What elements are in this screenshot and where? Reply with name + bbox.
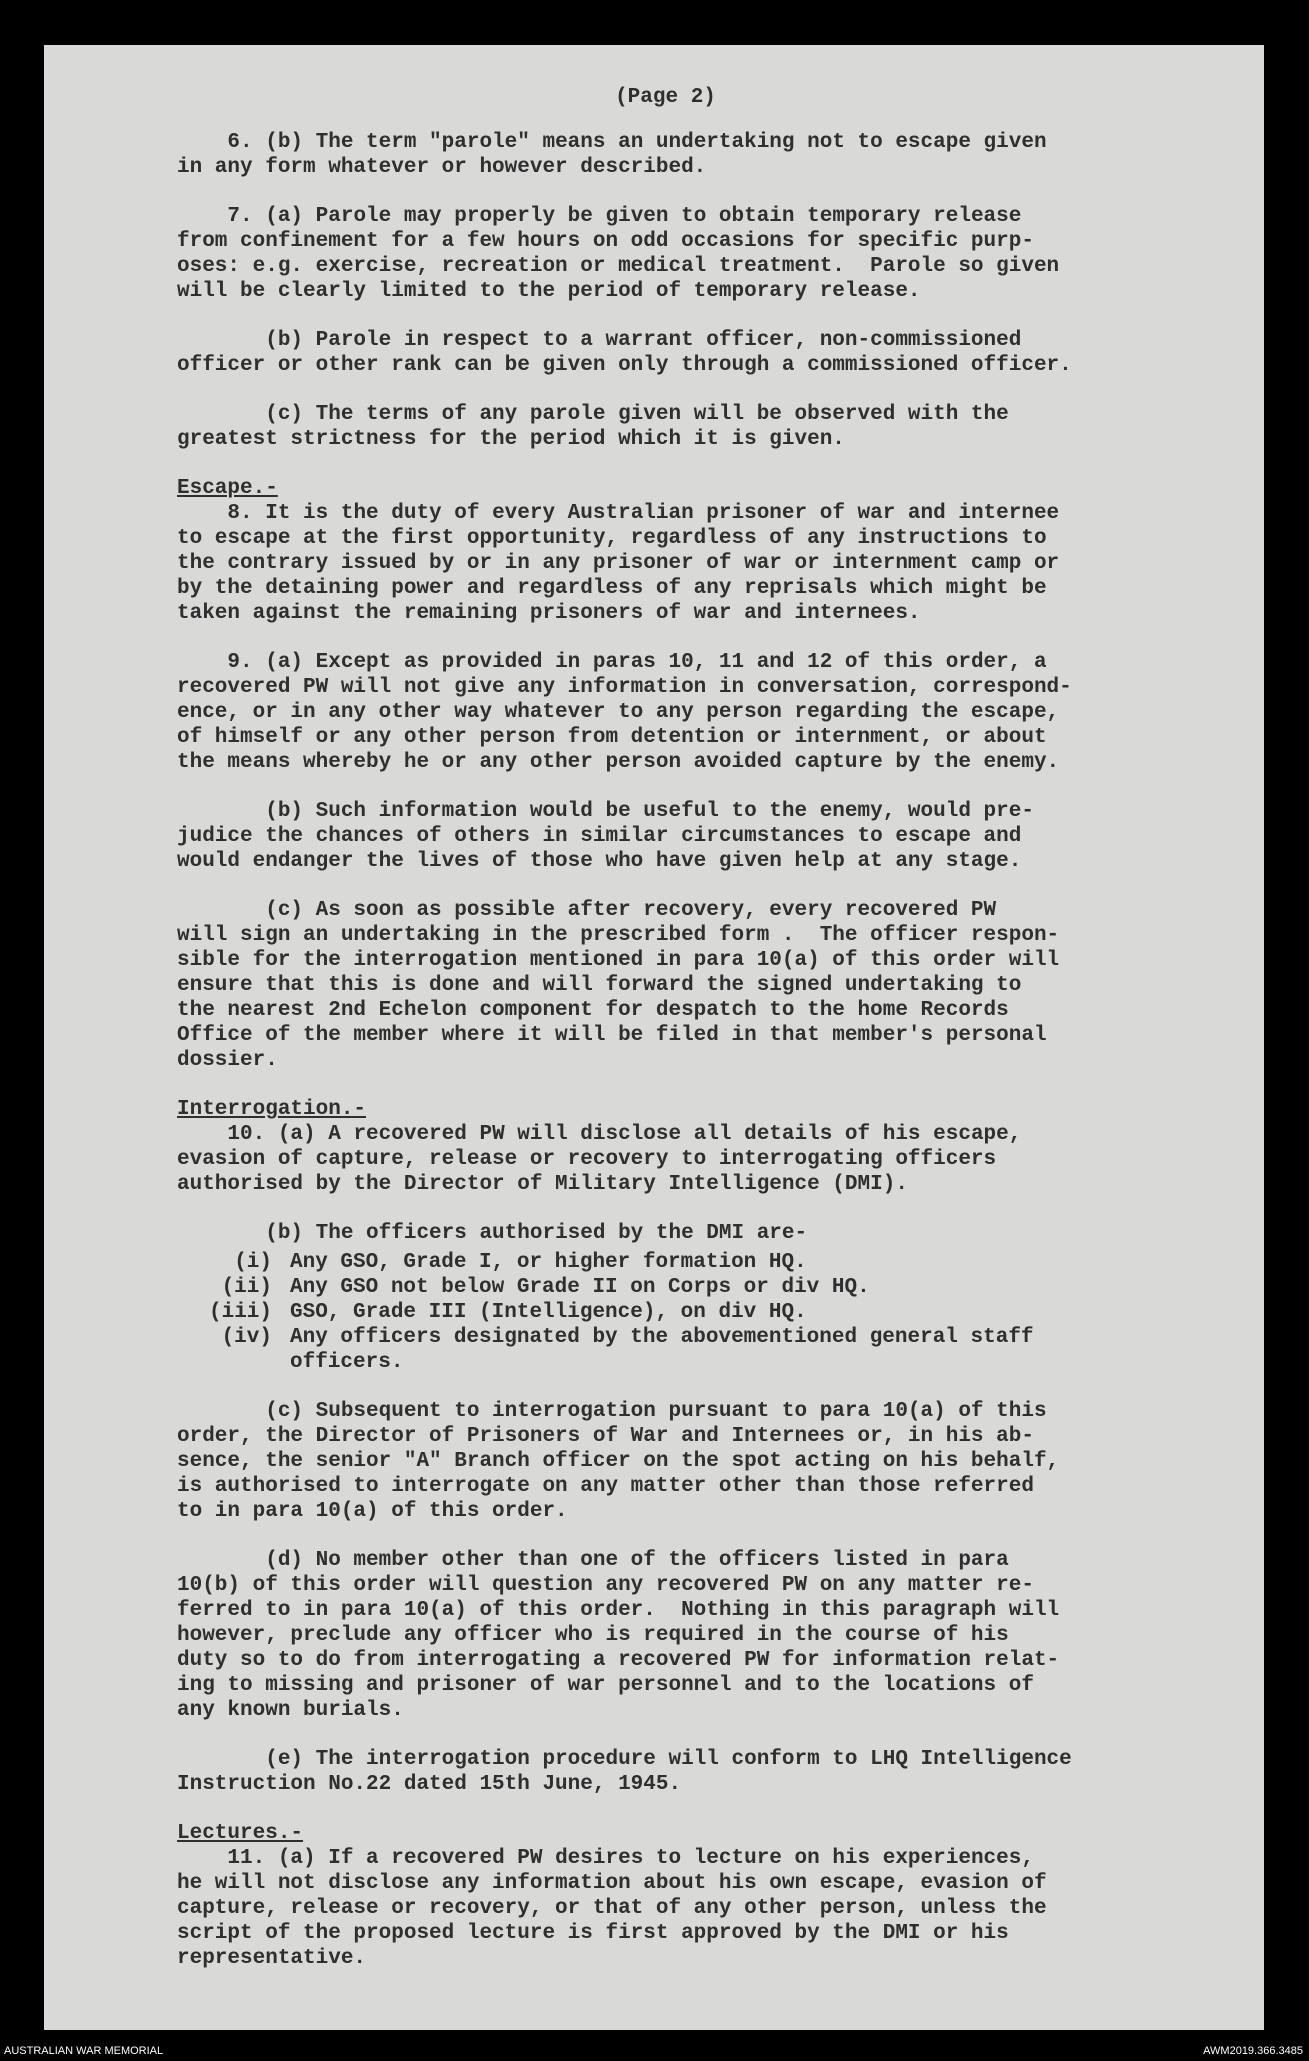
paragraph-10a: 10. (a) A recovered PW will disclose all details of his escape, evasion of capture, release or recovery to interrogating officers authorised by the Director of Military Intelligence (DMI).	[177, 1123, 1022, 1196]
lectures-heading: Lectures.-	[177, 1822, 304, 1845]
interrogation-heading: Interrogation.-	[177, 1098, 367, 1121]
paragraph-7c: (c) The terms of any parole given will be observed with the greatest strictness for the period which it is given.	[177, 403, 1009, 451]
archive-footer	[0, 2041, 1309, 2061]
paragraph-6b: 6. (b) The term "parole" means an undertaking not to escape given in any form whatever or however described.	[177, 131, 1047, 179]
list-item-number: (iv)	[221, 1326, 272, 1349]
archive-reference: AWM2019.366.3485	[1203, 2045, 1303, 2057]
officer-list	[177, 1250, 1194, 1375]
paragraph-10c: (c) Subsequent to interrogation pursuant to para 10(a) of this order, the Director of Prisoners of War and Internees or, in his ab- sence, the senior "A" Branch officer on the spot acting on his behalf, is authorised to interrogate on any matter other than those referred to in para 10(a) of this order.	[177, 1400, 1060, 1523]
list-item-text: Any GSO not below Grade II on Corps or div HQ.	[290, 1276, 870, 1299]
list-item	[177, 1275, 1194, 1300]
list-item-text: GSO, Grade III (Intelligence), on div HQ.	[290, 1301, 807, 1324]
paragraph-10d: (d) No member other than one of the officers listed in para 10(b) of this order will question any recovered PW on any matter re- ferred to in para 10(a) of this order. Nothing in this paragraph will however, preclude any officer who is required in the course of his duty so to do from interrogating a recovered PW for information relat- ing to missing and prisoner of war personnel and to the locations of any known burials.	[177, 1549, 1060, 1722]
paragraph-9a: 9. (a) Except as provided in paras 10, 11 and 12 of this order, a recovered PW will not give any information in conversation, correspond- ence, or in any other way whatever to any person regarding the escape, of himself or any other person from detention or internment, or about the means whereby he or any other person avoided capture by the enemy.	[177, 651, 1072, 774]
paragraph-9b: (b) Such information would be useful to the enemy, would pre- judice the chances of others in similar circumstances to escape and would endanger the lives of those who have given help at any stage.	[177, 800, 1034, 873]
paragraph-7a: 7. (a) Parole may properly be given to obtain temporary release from confinement for a few hours on odd occasions for specific purp- oses: e.g. exercise, recreation or medical treatment. Parole so given will be clearly limited to the period of temporary release.	[177, 205, 1060, 303]
paragraph-8: 8. It is the duty of every Australian prisoner of war and internee to escape at the first opportunity, regardless of any instructions to the contrary issued by or in any prisoner of war or internment camp or by the detaining power and regardless of any reprisals which might be taken against the remaining prisoners of war and internees.	[177, 502, 1060, 625]
list-item-text: Any officers designated by the abovementioned general staff officers.	[290, 1326, 1034, 1374]
page-number: (Page 2)	[615, 86, 716, 109]
list-item-text: Any GSO, Grade I, or higher formation HQ.	[290, 1251, 807, 1274]
list-item	[177, 1250, 1194, 1275]
archive-name: AUSTRALIAN WAR MEMORIAL	[4, 2045, 164, 2057]
escape-heading: Escape.-	[177, 477, 278, 500]
paragraph-9c: (c) As soon as possible after recovery, every recovered PW will sign an undertaking in the prescribed form . The officer respon- sible for the interrogation mentioned in para 10(a) of this order will ensure that this is done and will forward the signed undertaking to the nearest 2nd Echelon component for despatch to the home Records Office of the member where it will be filed in that member's personal dossier.	[177, 899, 1060, 1072]
list-item	[177, 1325, 1194, 1375]
paragraph-7b: (b) Parole in respect to a warrant officer, non-commissioned officer or other rank can be given only through a commissioned officer.	[177, 329, 1072, 377]
paragraph-10b-intro: (b) The officers authorised by the DMI are-	[177, 1222, 808, 1245]
list-item-number: (iii)	[208, 1301, 272, 1324]
list-item	[177, 1300, 1194, 1325]
paragraph-11a: 11. (a) If a recovered PW desires to lecture on his experiences, he will not disclose any information about his own escape, evasion of capture, release or recovery, or that of any other person, unless the script of the proposed lecture is first approved by the DMI or his representative.	[177, 1847, 1047, 1970]
list-item-number: (ii)	[221, 1276, 272, 1299]
document-page	[44, 45, 1264, 2030]
list-item-number: (i)	[234, 1251, 272, 1274]
paragraph-10e: (e) The interrogation procedure will conform to LHQ Intelligence Instruction No.22 dated 15th June, 1945.	[177, 1748, 1072, 1796]
